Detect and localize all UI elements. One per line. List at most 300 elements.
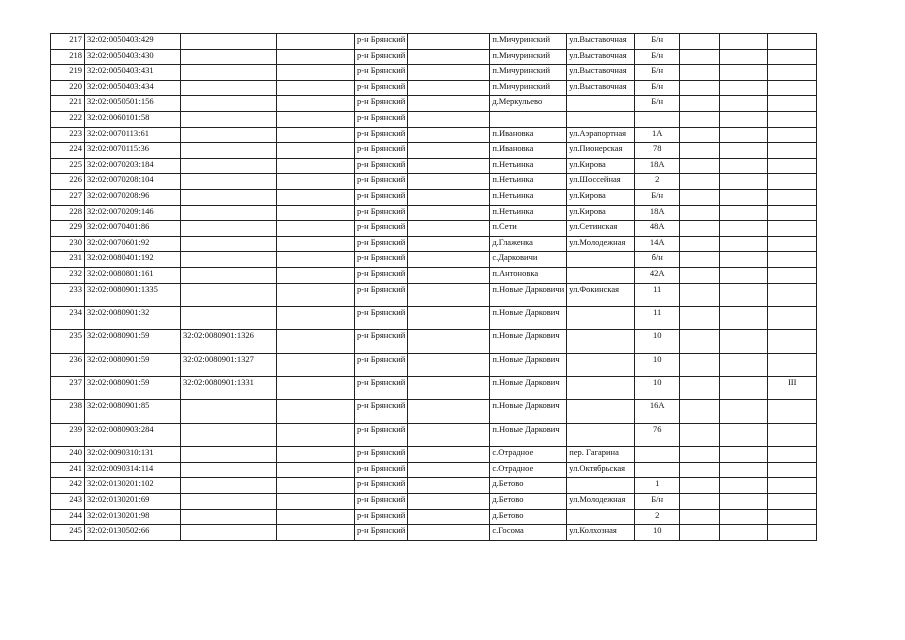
empty-cell: [408, 283, 490, 306]
locality-cell: д.Меркульево: [490, 96, 567, 112]
district-cell: р-н Брянский: [355, 189, 408, 205]
row-number-cell: 222: [51, 111, 85, 127]
empty-cell: [277, 267, 355, 283]
row-number-cell: 221: [51, 96, 85, 112]
empty-cell: [277, 65, 355, 81]
empty-cell: [720, 525, 768, 541]
cadastral-number-cell: 32:02:0080901:59: [85, 377, 181, 400]
district-cell: р-н Брянский: [355, 423, 408, 446]
table-row: [51, 283, 817, 306]
empty-cell: [680, 143, 720, 159]
row-number-cell: 245: [51, 525, 85, 541]
locality-cell: [490, 111, 567, 127]
empty-cell: [680, 509, 720, 525]
apartment-cell: [768, 252, 817, 268]
empty-cell: [277, 330, 355, 353]
district-cell: р-н Брянский: [355, 400, 408, 423]
row-number-cell: 230: [51, 236, 85, 252]
street-cell: [567, 111, 635, 127]
empty-cell: [680, 80, 720, 96]
locality-cell: д.Глаженка: [490, 236, 567, 252]
related-cadastral-number-cell: 32:02:0080901:1326: [181, 330, 277, 353]
empty-cell: [277, 494, 355, 510]
cadastral-number-cell: 32:02:0080801:161: [85, 267, 181, 283]
row-number-cell: 244: [51, 509, 85, 525]
empty-cell: [408, 525, 490, 541]
locality-cell: п.Нетьинка: [490, 158, 567, 174]
street-cell: ул.Выставочная: [567, 65, 635, 81]
apartment-cell: [768, 267, 817, 283]
district-cell: р-н Брянский: [355, 252, 408, 268]
street-cell: ул.Молодежная: [567, 494, 635, 510]
table-row: [51, 447, 817, 463]
apartment-cell: [768, 34, 817, 50]
empty-cell: [277, 49, 355, 65]
locality-cell: п.Новые Даркович: [490, 400, 567, 423]
house-number-cell: Б/н: [635, 80, 680, 96]
empty-cell: [680, 330, 720, 353]
table-row: [51, 478, 817, 494]
row-number-cell: 241: [51, 462, 85, 478]
related-cadastral-number-cell: [181, 525, 277, 541]
empty-cell: [720, 509, 768, 525]
empty-cell: [408, 447, 490, 463]
street-cell: ул.Кирова: [567, 205, 635, 221]
empty-cell: [680, 49, 720, 65]
empty-cell: [720, 494, 768, 510]
house-number-cell: 10: [635, 377, 680, 400]
table-body: [51, 34, 817, 541]
empty-cell: [720, 353, 768, 376]
locality-cell: с.Госома: [490, 525, 567, 541]
row-number-cell: 235: [51, 330, 85, 353]
empty-cell: [408, 65, 490, 81]
apartment-cell: [768, 96, 817, 112]
empty-cell: [408, 96, 490, 112]
house-number-cell: 2: [635, 509, 680, 525]
street-cell: [567, 330, 635, 353]
locality-cell: п.Мичуринский: [490, 34, 567, 50]
house-number-cell: 10: [635, 353, 680, 376]
empty-cell: [277, 400, 355, 423]
apartment-cell: [768, 509, 817, 525]
house-number-cell: [635, 447, 680, 463]
related-cadastral-number-cell: [181, 306, 277, 329]
house-number-cell: Б/н: [635, 96, 680, 112]
row-number-cell: 239: [51, 423, 85, 446]
empty-cell: [408, 252, 490, 268]
locality-cell: п.Новые Дарковичи: [490, 283, 567, 306]
house-number-cell: 1: [635, 478, 680, 494]
empty-cell: [277, 423, 355, 446]
locality-cell: п.Нетьинка: [490, 205, 567, 221]
district-cell: р-н Брянский: [355, 221, 408, 237]
empty-cell: [277, 509, 355, 525]
apartment-cell: [768, 174, 817, 190]
apartment-cell: [768, 111, 817, 127]
locality-cell: п.Новые Даркович: [490, 330, 567, 353]
apartment-cell: [768, 353, 817, 376]
cadastral-number-cell: 32:02:0070601:92: [85, 236, 181, 252]
district-cell: р-н Брянский: [355, 267, 408, 283]
empty-cell: [720, 377, 768, 400]
empty-cell: [720, 447, 768, 463]
table-row: [51, 252, 817, 268]
empty-cell: [408, 158, 490, 174]
empty-cell: [408, 34, 490, 50]
empty-cell: [408, 111, 490, 127]
empty-cell: [408, 221, 490, 237]
locality-cell: п.Новые Даркович: [490, 423, 567, 446]
district-cell: р-н Брянский: [355, 377, 408, 400]
empty-cell: [277, 447, 355, 463]
district-cell: р-н Брянский: [355, 525, 408, 541]
empty-cell: [408, 462, 490, 478]
empty-cell: [277, 174, 355, 190]
house-number-cell: 42А: [635, 267, 680, 283]
empty-cell: [277, 377, 355, 400]
empty-cell: [720, 174, 768, 190]
house-number-cell: 1А: [635, 127, 680, 143]
empty-cell: [408, 205, 490, 221]
empty-cell: [680, 96, 720, 112]
empty-cell: [408, 236, 490, 252]
street-cell: ул.Кирова: [567, 189, 635, 205]
table-row: [51, 174, 817, 190]
empty-cell: [720, 96, 768, 112]
cadastral-number-cell: 32:02:0050501:156: [85, 96, 181, 112]
table-row: [51, 49, 817, 65]
apartment-cell: [768, 127, 817, 143]
cadastral-number-cell: 32:02:0130201:102: [85, 478, 181, 494]
empty-cell: [680, 158, 720, 174]
table-row: [51, 158, 817, 174]
empty-cell: [680, 525, 720, 541]
empty-cell: [720, 205, 768, 221]
row-number-cell: 242: [51, 478, 85, 494]
related-cadastral-number-cell: [181, 478, 277, 494]
empty-cell: [680, 400, 720, 423]
row-number-cell: 218: [51, 49, 85, 65]
empty-cell: [408, 330, 490, 353]
street-cell: [567, 306, 635, 329]
empty-cell: [720, 34, 768, 50]
table-row: [51, 462, 817, 478]
street-cell: [567, 478, 635, 494]
cadastral-number-cell: 32:02:0080901:59: [85, 353, 181, 376]
table-row: [51, 267, 817, 283]
empty-cell: [277, 127, 355, 143]
related-cadastral-number-cell: [181, 158, 277, 174]
empty-cell: [680, 447, 720, 463]
row-number-cell: 232: [51, 267, 85, 283]
empty-cell: [408, 494, 490, 510]
table-row: [51, 353, 817, 376]
empty-cell: [680, 205, 720, 221]
related-cadastral-number-cell: [181, 34, 277, 50]
empty-cell: [408, 49, 490, 65]
house-number-cell: 10: [635, 330, 680, 353]
cadastral-number-cell: 32:02:0130201:98: [85, 509, 181, 525]
house-number-cell: Б/н: [635, 49, 680, 65]
district-cell: р-н Брянский: [355, 143, 408, 159]
empty-cell: [720, 283, 768, 306]
empty-cell: [720, 158, 768, 174]
empty-cell: [720, 236, 768, 252]
empty-cell: [408, 267, 490, 283]
row-number-cell: 217: [51, 34, 85, 50]
street-cell: ул.Выставочная: [567, 80, 635, 96]
row-number-cell: 238: [51, 400, 85, 423]
house-number-cell: 78: [635, 143, 680, 159]
table-row: [51, 236, 817, 252]
cadastral-number-cell: 32:02:0070208:96: [85, 189, 181, 205]
district-cell: р-н Брянский: [355, 205, 408, 221]
table-row: [51, 80, 817, 96]
cadastral-number-cell: 32:02:0050403:434: [85, 80, 181, 96]
empty-cell: [680, 423, 720, 446]
district-cell: р-н Брянский: [355, 65, 408, 81]
street-cell: [567, 267, 635, 283]
table-row: [51, 494, 817, 510]
cadastral-number-cell: 32:02:0080901:32: [85, 306, 181, 329]
house-number-cell: 14А: [635, 236, 680, 252]
locality-cell: п.Нетьинка: [490, 174, 567, 190]
related-cadastral-number-cell: [181, 49, 277, 65]
locality-cell: п.Мичуринский: [490, 65, 567, 81]
house-number-cell: 16А: [635, 400, 680, 423]
cadastral-number-cell: 32:02:0080401:192: [85, 252, 181, 268]
house-number-cell: 2: [635, 174, 680, 190]
street-cell: [567, 423, 635, 446]
apartment-cell: [768, 525, 817, 541]
table-row: [51, 189, 817, 205]
cadastral-number-cell: 32:02:0080903:284: [85, 423, 181, 446]
cadastral-number-cell: 32:02:0070208:104: [85, 174, 181, 190]
related-cadastral-number-cell: [181, 267, 277, 283]
related-cadastral-number-cell: [181, 494, 277, 510]
district-cell: р-н Брянский: [355, 158, 408, 174]
related-cadastral-number-cell: [181, 400, 277, 423]
table-row: [51, 509, 817, 525]
district-cell: р-н Брянский: [355, 462, 408, 478]
apartment-cell: [768, 221, 817, 237]
related-cadastral-number-cell: [181, 143, 277, 159]
empty-cell: [680, 189, 720, 205]
empty-cell: [680, 252, 720, 268]
empty-cell: [408, 174, 490, 190]
locality-cell: п.Ивановка: [490, 127, 567, 143]
empty-cell: [680, 267, 720, 283]
empty-cell: [277, 34, 355, 50]
street-cell: [567, 353, 635, 376]
empty-cell: [680, 236, 720, 252]
empty-cell: [720, 330, 768, 353]
apartment-cell: [768, 447, 817, 463]
empty-cell: [277, 143, 355, 159]
related-cadastral-number-cell: [181, 236, 277, 252]
empty-cell: [408, 189, 490, 205]
district-cell: р-н Брянский: [355, 447, 408, 463]
empty-cell: [408, 306, 490, 329]
house-number-cell: Б/н: [635, 65, 680, 81]
row-number-cell: 229: [51, 221, 85, 237]
street-cell: [567, 252, 635, 268]
apartment-cell: [768, 189, 817, 205]
house-number-cell: 48А: [635, 221, 680, 237]
empty-cell: [277, 306, 355, 329]
locality-cell: д.Бетово: [490, 478, 567, 494]
house-number-cell: Б/н: [635, 34, 680, 50]
empty-cell: [720, 252, 768, 268]
empty-cell: [680, 306, 720, 329]
locality-cell: п.Новые Даркович: [490, 353, 567, 376]
related-cadastral-number-cell: 32:02:0080901:1327: [181, 353, 277, 376]
row-number-cell: 236: [51, 353, 85, 376]
row-number-cell: 228: [51, 205, 85, 221]
cadastral-number-cell: 32:02:0070113:61: [85, 127, 181, 143]
empty-cell: [720, 80, 768, 96]
empty-cell: [680, 111, 720, 127]
house-number-cell: Б/н: [635, 189, 680, 205]
table-row: [51, 96, 817, 112]
house-number-cell: 18А: [635, 158, 680, 174]
district-cell: р-н Брянский: [355, 306, 408, 329]
district-cell: р-н Брянский: [355, 80, 408, 96]
locality-cell: п.Новые Даркович: [490, 377, 567, 400]
street-cell: [567, 509, 635, 525]
cadastral-number-cell: 32:02:0050403:429: [85, 34, 181, 50]
locality-cell: п.Сети: [490, 221, 567, 237]
house-number-cell: 10: [635, 525, 680, 541]
empty-cell: [277, 478, 355, 494]
row-number-cell: 225: [51, 158, 85, 174]
cadastral-number-cell: 32:02:0080901:1335: [85, 283, 181, 306]
street-cell: ул.Колхозная: [567, 525, 635, 541]
street-cell: ул.Выставочная: [567, 34, 635, 50]
related-cadastral-number-cell: [181, 80, 277, 96]
row-number-cell: 237: [51, 377, 85, 400]
empty-cell: [277, 189, 355, 205]
row-number-cell: 234: [51, 306, 85, 329]
district-cell: р-н Брянский: [355, 330, 408, 353]
apartment-cell: [768, 80, 817, 96]
house-number-cell: 11: [635, 306, 680, 329]
empty-cell: [408, 423, 490, 446]
street-cell: ул.Выставочная: [567, 49, 635, 65]
locality-cell: п.Ивановка: [490, 143, 567, 159]
related-cadastral-number-cell: [181, 283, 277, 306]
empty-cell: [680, 283, 720, 306]
empty-cell: [408, 127, 490, 143]
empty-cell: [720, 462, 768, 478]
house-number-cell: 18А: [635, 205, 680, 221]
empty-cell: [408, 400, 490, 423]
table-row: [51, 330, 817, 353]
district-cell: р-н Брянский: [355, 174, 408, 190]
street-cell: ул.Кирова: [567, 158, 635, 174]
empty-cell: [680, 377, 720, 400]
empty-cell: [277, 252, 355, 268]
apartment-cell: [768, 494, 817, 510]
related-cadastral-number-cell: [181, 462, 277, 478]
empty-cell: [408, 143, 490, 159]
empty-cell: [680, 34, 720, 50]
district-cell: р-н Брянский: [355, 283, 408, 306]
apartment-cell: [768, 400, 817, 423]
street-cell: [567, 96, 635, 112]
row-number-cell: 219: [51, 65, 85, 81]
apartment-cell: III: [768, 377, 817, 400]
locality-cell: п.Мичуринский: [490, 80, 567, 96]
district-cell: р-н Брянский: [355, 509, 408, 525]
cadastral-number-cell: 32:02:0070115:36: [85, 143, 181, 159]
apartment-cell: [768, 423, 817, 446]
table-row: [51, 205, 817, 221]
cadastral-number-cell: 32:02:0070401:86: [85, 221, 181, 237]
cadastral-number-cell: 32:02:0090310:131: [85, 447, 181, 463]
street-cell: ул.Пионерская: [567, 143, 635, 159]
cadastral-number-cell: 32:02:0090314:114: [85, 462, 181, 478]
empty-cell: [277, 525, 355, 541]
empty-cell: [277, 353, 355, 376]
locality-cell: с.Отрадное: [490, 447, 567, 463]
row-number-cell: 224: [51, 143, 85, 159]
related-cadastral-number-cell: [181, 252, 277, 268]
district-cell: р-н Брянский: [355, 127, 408, 143]
table-row: [51, 400, 817, 423]
cadastral-number-cell: 32:02:0050403:430: [85, 49, 181, 65]
empty-cell: [720, 423, 768, 446]
district-cell: р-н Брянский: [355, 96, 408, 112]
locality-cell: с.Отрадное: [490, 462, 567, 478]
locality-cell: п.Новые Даркович: [490, 306, 567, 329]
empty-cell: [720, 65, 768, 81]
house-number-cell: [635, 111, 680, 127]
related-cadastral-number-cell: [181, 96, 277, 112]
row-number-cell: 223: [51, 127, 85, 143]
cadastral-number-cell: 32:02:0130502:66: [85, 525, 181, 541]
table-row: [51, 221, 817, 237]
property-table: [50, 33, 817, 541]
table-row: [51, 143, 817, 159]
cadastral-number-cell: 32:02:0070209:146: [85, 205, 181, 221]
cadastral-number-cell: 32:02:0060101:58: [85, 111, 181, 127]
street-cell: ул.Октябрьская: [567, 462, 635, 478]
related-cadastral-number-cell: [181, 205, 277, 221]
locality-cell: д.Бетово: [490, 494, 567, 510]
empty-cell: [408, 509, 490, 525]
empty-cell: [277, 221, 355, 237]
empty-cell: [720, 400, 768, 423]
street-cell: ул.Фокинская: [567, 283, 635, 306]
empty-cell: [408, 353, 490, 376]
related-cadastral-number-cell: [181, 221, 277, 237]
related-cadastral-number-cell: [181, 509, 277, 525]
empty-cell: [720, 111, 768, 127]
related-cadastral-number-cell: [181, 447, 277, 463]
cadastral-number-cell: 32:02:0050403:431: [85, 65, 181, 81]
apartment-cell: [768, 205, 817, 221]
cadastral-number-cell: 32:02:0080901:59: [85, 330, 181, 353]
related-cadastral-number-cell: [181, 423, 277, 446]
district-cell: р-н Брянский: [355, 494, 408, 510]
row-number-cell: 220: [51, 80, 85, 96]
row-number-cell: 240: [51, 447, 85, 463]
related-cadastral-number-cell: [181, 111, 277, 127]
street-cell: ул.Шоссейная: [567, 174, 635, 190]
related-cadastral-number-cell: [181, 127, 277, 143]
